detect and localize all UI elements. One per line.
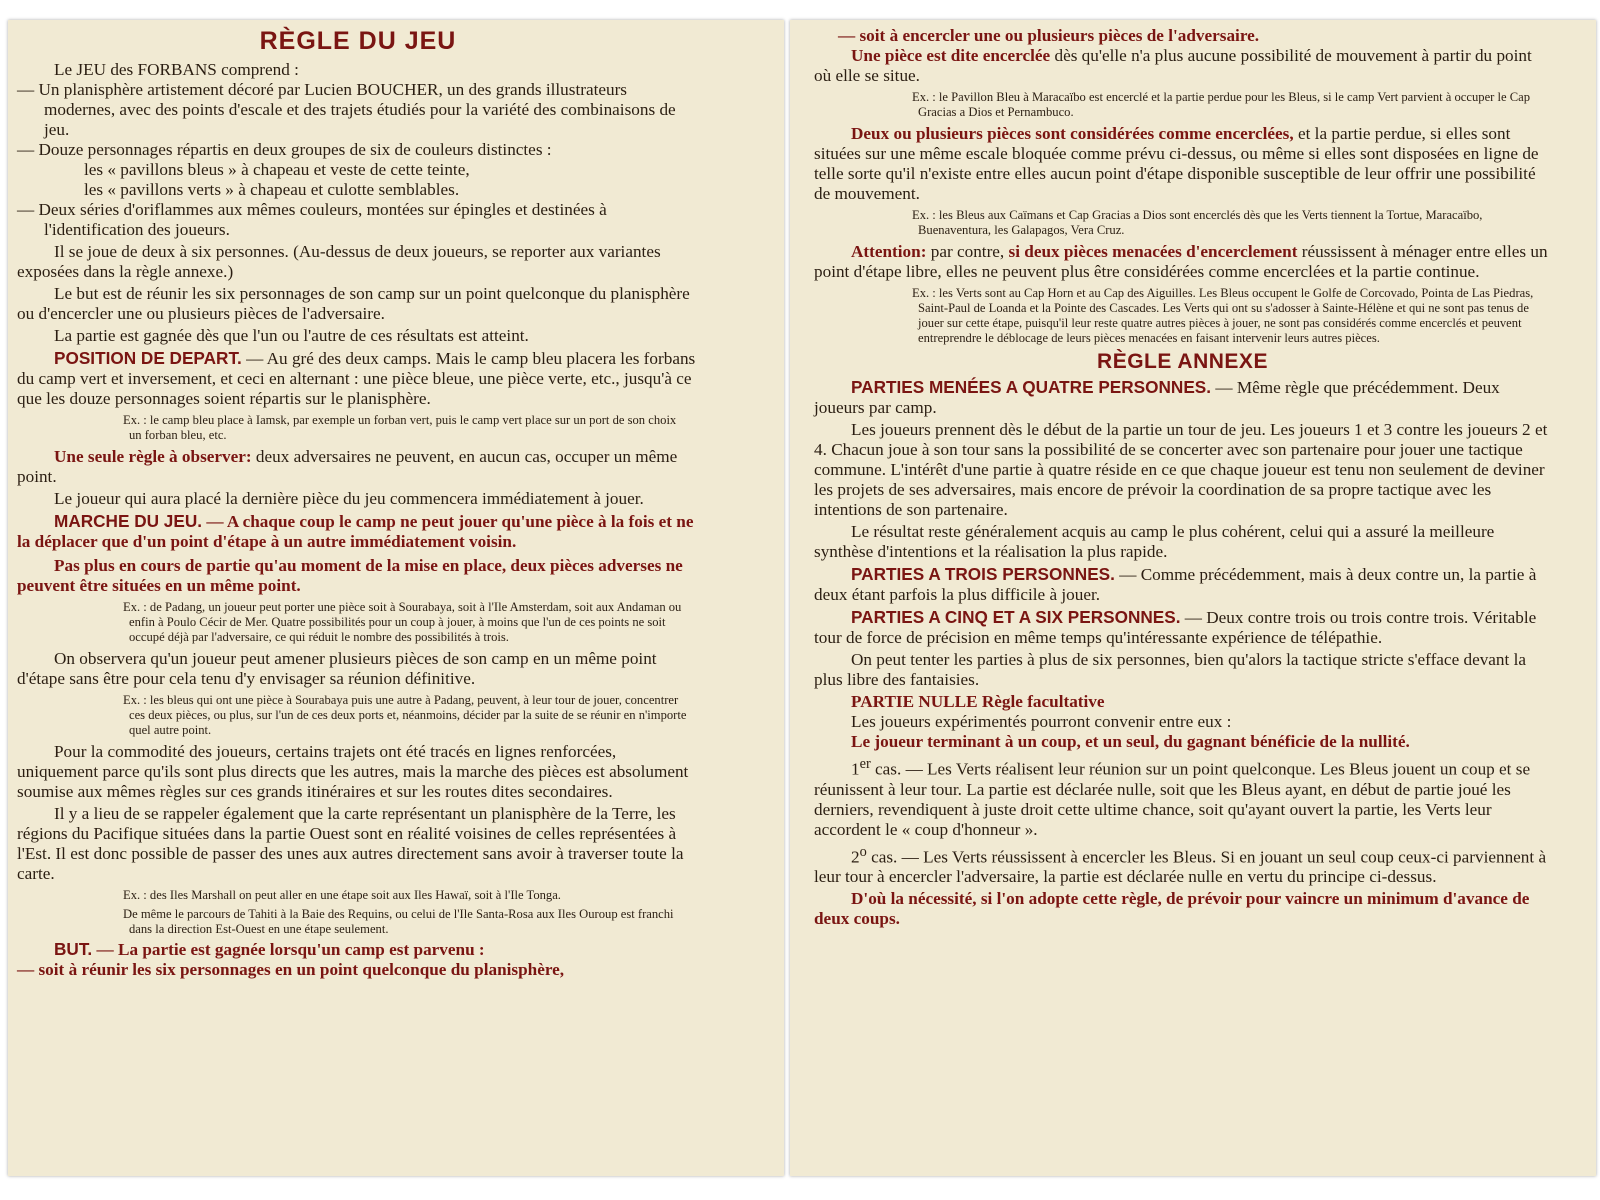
cas1-superscript: er xyxy=(859,756,871,772)
quatre-paragraph xyxy=(814,377,1551,418)
resultat-paragraph: Le résultat reste généralement acquis au camp le plus cohérent, celui qui a assuré la meilleure synthèse d'intentions et la réalisation la plus rapide. xyxy=(814,522,1495,561)
goal-paragraph: Le but est de réunir les six personnages de son camp sur un point quelconque du planisphère ou d'encercler une ou plusieurs pièces de l'adversaire. xyxy=(17,284,690,323)
dash-mark: — xyxy=(17,140,35,159)
left-page xyxy=(8,20,784,1176)
example-text: Ex. : les Bleus aux Caïmans et Cap Gracias a Dios sont encerclés dès que les Verts tiennent la Tortue, Maracaïbo, Buenaventura, les Galapagos, Vera Cruz. xyxy=(912,208,1483,237)
dash-mark: — xyxy=(17,80,35,99)
won-paragraph: La partie est gagnée dès que l'un ou l'autre de ces résultats est atteint. xyxy=(54,326,529,345)
carte-paragraph: Il y a lieu de se rappeler également que la carte représentant un planisphère de la Terre, les régions du Pacifique situées dans la partie Ouest sont en réalité voisines de celles représentées à l'Est. Il est donc possible de passer des unes aux autres directement sans avoir à traverser toute la carte. xyxy=(17,804,684,883)
cas1-paragraph xyxy=(814,754,1551,840)
but-paragraph xyxy=(17,939,699,960)
example-text: Ex. : le Pavillon Bleu à Maracaïbo est encerclé et la partie perdue pour les Bleus, si le camp Vert parvient à occuper le Cap Gracias a Dios et Pernambuco. xyxy=(912,90,1531,119)
annexe-title: RÈGLE ANNEXE xyxy=(1097,350,1268,373)
experimentes-paragraph: Les joueurs expérimentés pourront convenir entre eux : xyxy=(851,712,1232,731)
right-column xyxy=(814,26,1551,929)
item-text: Douze personnages répartis en deux groupes de six de couleurs distinctes : xyxy=(38,140,552,159)
list-subitem: les « pavillons bleus » à chapeau et veste de cette teinte, xyxy=(84,160,470,179)
item-text: Un planisphère artistement décoré par Lucien BOUCHER, un des grands illustrateurs modernes, avec des points d'escale et des trajets étudiés pour la variété des combinaisons de jeu. xyxy=(38,80,676,139)
attention-text: réussissent à ménager entre elles un point d'étape libre, elles ne peuvent plus être considérées comme encerclées et la partie continue. xyxy=(814,242,1548,281)
item-text: Deux séries d'oriflammes aux mêmes couleurs, montées sur épingles et destinées à l'identification des joueurs. xyxy=(38,200,607,239)
tenter-paragraph: On peut tenter les parties à plus de six personnes, bien qu'alors la tactique stricte s'efface devant la plus libre des fantaisies. xyxy=(814,650,1527,689)
marche-heading: MARCHE DU JEU. xyxy=(54,511,203,531)
attention-mid: par contre, xyxy=(926,242,1009,261)
dash-mark: — xyxy=(838,26,856,45)
example-text: Ex. : les Verts sont au Cap Horn et au Cap des Aiguilles. Les Bleus occupent le Golfe de Corcovado, Pointa de Las Piedras, Saint-Paul de Loanda et la Pointe des Cascades. Les Verts qui ont su s'adosser à Sainte-Hélène et qui ne sont pas tenus de jouer sur cette étape, puisqu'il leur reste quatre autres pièces à jouer, ne sont pas considérés comme encerclés et peuvent entreprendre le déblocage de leurs pièces menacées en faisant intervenir leurs autres pièces. xyxy=(912,286,1534,345)
encerclee-text: dès qu'elle n'a plus aucune possibilité de mouvement à partir du point où elle se situe. xyxy=(814,46,1532,85)
example-text: Ex. : le camp bleu place à Iamsk, par exemple un forban vert, puis le camp vert place sur un port de son choix un forban bleu, etc. xyxy=(123,413,677,442)
item-text: soit à encercler une ou plusieurs pièces de l'adversaire. xyxy=(859,26,1260,45)
list-item xyxy=(17,200,699,240)
rule-heading: Une seule règle à observer: xyxy=(54,447,252,466)
left-column xyxy=(17,26,699,980)
dash-mark: — xyxy=(17,200,35,219)
quatre-heading: PARTIES MENÉES A QUATRE PERSONNES. xyxy=(851,377,1212,397)
cas1-number: 1 xyxy=(851,759,860,779)
quatre-text: — Même règle que précédemment. Deux joueurs par camp. xyxy=(814,378,1500,417)
dash-mark: — xyxy=(17,960,35,979)
position-text: — Au gré des deux camps. Mais le camp bleu placera les forbans du camp vert et inversement, et ceci en alternant : une pièce bleue, une pièce verte, etc., jusqu'à ce que les douze personnages soient répartis sur le planisphère. xyxy=(17,349,696,408)
list-item xyxy=(17,140,699,160)
attention-paragraph xyxy=(814,242,1551,282)
rule-text: deux adversaires ne peuvent, en aucun cas, occuper un même point. xyxy=(17,447,678,486)
attention-heading: Attention: xyxy=(851,242,927,261)
necessite-paragraph: D'où la nécessité, si l'on adopte cette règle, de prévoir pour vaincre un minimum d'avance de deux coups. xyxy=(814,889,1530,929)
terminant-paragraph: Le joueur terminant à un coup, et un seul, du gagnant bénéficie de la nullité. xyxy=(851,732,1410,751)
example-text: De même le parcours de Tahiti à la Baie des Requins, ou celui de l'Ile Santa-Rosa aux Iles Ouroup est franchi dans la direction Est-Ouest en une étape seulement. xyxy=(123,907,674,936)
but-item xyxy=(17,960,699,980)
intro-paragraph: Le JEU des FORBANS comprend : xyxy=(54,60,299,79)
commodite-paragraph: Pour la commodité des joueurs, certains trajets ont été tracés en lignes renforcées, uniquement parce qu'ils sont plus directs que les autres, mais la marche des pièces est absolument soumise aux mêmes règles sur ces grands itinéraires et sur les routes dites secondaires. xyxy=(17,742,689,801)
encerclee-paragraph xyxy=(814,46,1551,86)
cas2-superscript: o xyxy=(859,843,867,860)
marche-text: — A chaque coup le camp ne peut jouer qu'une pièce à la fois et ne la déplacer que d'un point d'étape à un autre immédiatement voisin. xyxy=(17,512,694,551)
example-text: Ex. : les bleus qui ont une pièce à Sourabaya puis une autre à Padang, peuvent, à leur tour de jouer, concentrer ces deux pièces, ou plus, sur l'un de ces deux ports et, néanmoins, décider par la suite de se réunir en n'importe quel autre point. xyxy=(123,693,687,737)
cinq-text: — Deux contre trois ou trois contre trois. Véritable tour de force de précision en même temps qu'intéressante expérience de télépathie. xyxy=(814,608,1537,647)
cinq-heading: PARTIES A CINQ ET A SIX PERSONNES. xyxy=(851,607,1181,627)
players-paragraph: Il se joue de deux à six personnes. (Au-dessus de deux joueurs, se reporter aux variantes exposées dans la règle annexe.) xyxy=(17,242,661,281)
cas2-text: cas. — Les Verts réussissent à encercler les Bleus. Si en jouant un seul coup ceux-ci parviennent à leur tour à encercler l'adversaire, la partie est déclarée nulle en vertu du principe ci-dessus. xyxy=(814,847,1547,887)
but-item xyxy=(814,26,1551,46)
position-paragraph xyxy=(17,348,699,409)
encerclee-heading: Une pièce est dite encerclée xyxy=(851,46,1051,65)
list-subitem: les « pavillons verts » à chapeau et culotte semblables. xyxy=(84,180,460,199)
plusieurs-paragraph xyxy=(814,124,1551,204)
nulle-heading: PARTIE NULLE Règle facultative xyxy=(851,692,1105,711)
but-heading: BUT. xyxy=(54,939,93,959)
adverse-paragraph: Pas plus en cours de partie qu'au moment de la mise en place, deux pièces adverses ne peuvent être situées en un même point. xyxy=(17,556,683,595)
trois-heading: PARTIES A TROIS PERSONNES. xyxy=(851,564,1115,584)
marche-paragraph xyxy=(17,511,699,552)
plusieurs-heading: Deux ou plusieurs pièces sont considérées comme encerclées, xyxy=(851,124,1294,143)
example-text: Ex. : des Iles Marshall on peut aller en une étape soit aux Iles Hawaï, soit à l'Ile Tonga. xyxy=(123,888,561,902)
cas2-number: 2 xyxy=(851,847,860,867)
joueurs-paragraph: Les joueurs prennent dès le début de la partie un tour de jeu. Les joueurs 1 et 3 contre les joueurs 2 et 4. Chacun joue à son tour sans la possibilité de se concerter avec son partenaire pour jouer une tactique commune. L'intérêt d'une partie à quatre réside en ce que chaque joueur est tenu non seulement de deviner les projets de ses adversaires, mais encore de prévoir la coordination de sa propre tactique avec les intentions de son partenaire. xyxy=(814,420,1548,519)
cinq-paragraph xyxy=(814,607,1551,648)
rule-paragraph xyxy=(17,447,699,487)
plusieurs-text: et la partie perdue, si elles sont situées sur une même escale bloquée comme prévu ci-dessus, ou même si elles sont disposées en ligne de telle sorte qu'il n'existe entre elles aucun point d'étape disponible susceptible de leur offrir une possibilité de mouvement. xyxy=(814,124,1539,203)
position-heading: POSITION DE DEPART. xyxy=(54,348,242,368)
attention-bold: si deux pièces menacées d'encerclement xyxy=(1008,242,1298,261)
cas1-text: cas. — Les Verts réalisent leur réunion sur un point quelconque. Les Bleus jouent un coup et se réunissent à leur tour. La partie est déclarée nulle, soit que les Bleus ayant, en début de partie joué les derniers, revendiquent à juste droit cette ultime chance, soit qu'ayant ouvert la partie, les Verts leur accordent le « coup d'honneur ». xyxy=(814,759,1531,839)
trois-text: — Comme précédemment, mais à deux contre un, la partie à deux étant parfois la plus difficile à jouer. xyxy=(814,565,1537,604)
observe-paragraph: On observera qu'un joueur peut amener plusieurs pièces de son camp en un même point d'étape sans être pour cela tenu d'y envisager sa réunion définitive. xyxy=(17,649,657,688)
but-text: — La partie est gagnée lorsqu'un camp est parvenu : xyxy=(92,940,485,959)
trois-paragraph xyxy=(814,564,1551,605)
right-page xyxy=(790,20,1596,1176)
example-text: Ex. : de Padang, un joueur peut porter une pièce soit à Sourabaya, soit à l'Ile Amsterdam, soit aux Andaman ou enfin à Poulo Cécir de Mer. Quatre possibilités pour un coup à jouer, à moins que l'un de ces points ne soit occupé déjà par l'adversaire, ce qui réduit le nombre des possibilités à trois. xyxy=(123,600,682,644)
start-paragraph: Le joueur qui aura placé la dernière pièce du jeu commencera immédiatement à jouer. xyxy=(54,489,644,508)
page-title: RÈGLE DU JEU xyxy=(259,27,457,55)
item-text: soit à réunir les six personnages en un point quelconque du planisphère, xyxy=(38,960,565,979)
cas2-paragraph xyxy=(814,842,1551,888)
list-item xyxy=(17,80,699,140)
